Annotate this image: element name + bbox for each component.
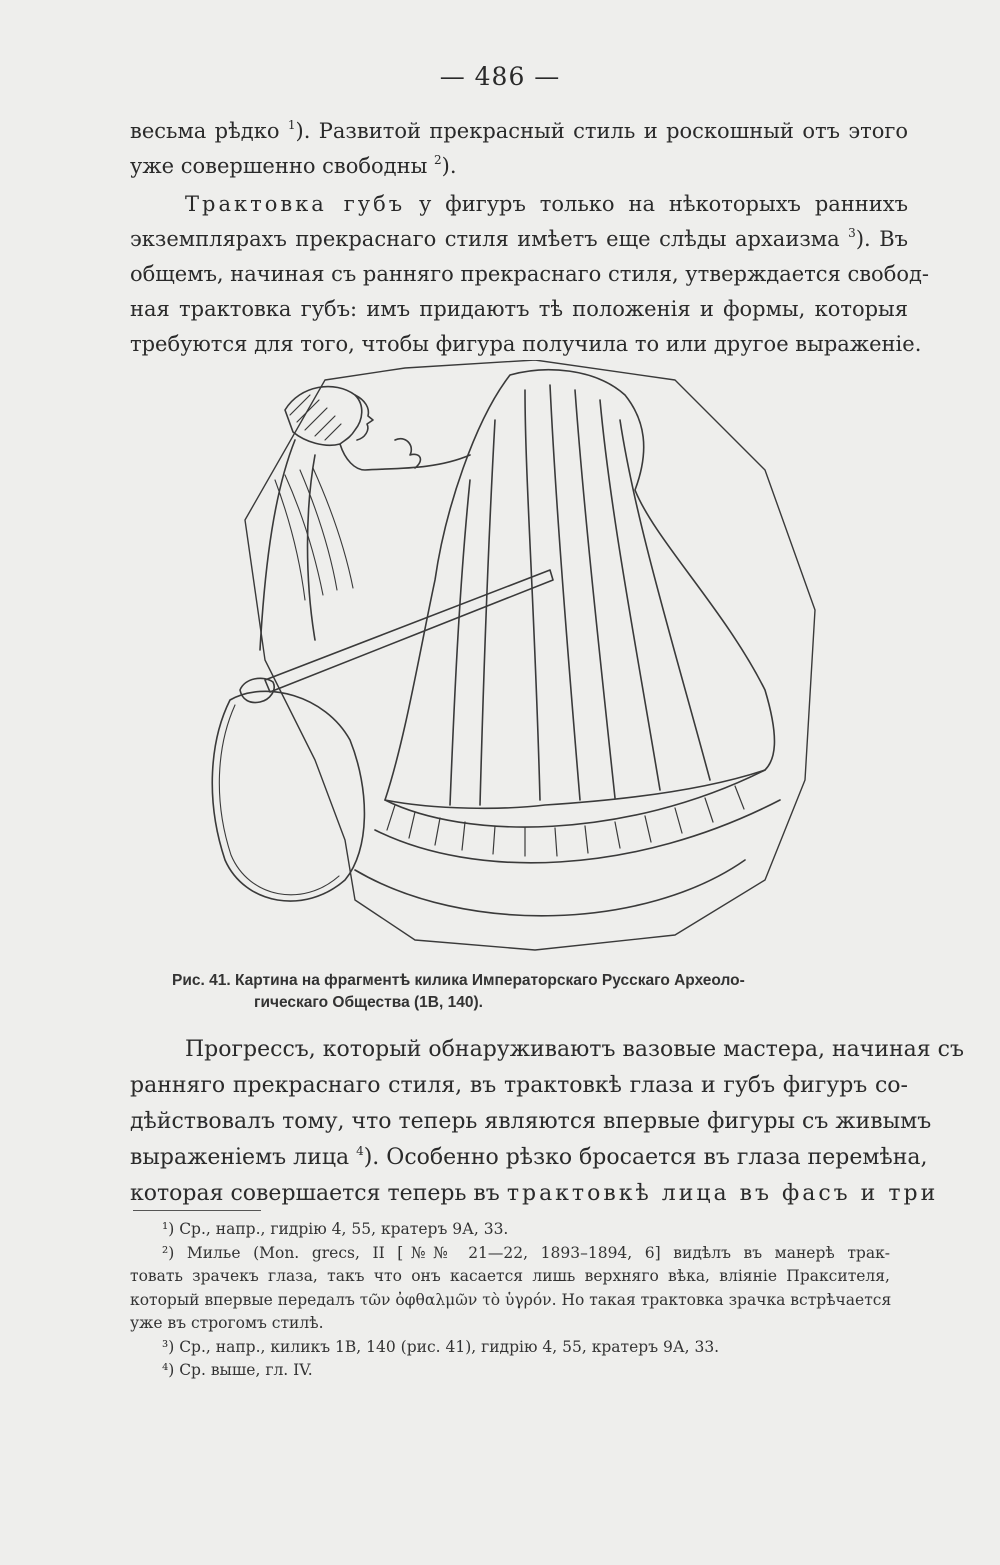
- figure-caption-line-2: гическаго Общества (1В, 140).: [254, 994, 483, 1011]
- paragraph-1-line-2: уже совершенно свободны $^2$).: [130, 153, 457, 178]
- footnote-2-line-3: который впервые передалъ τῶν ὀφθαλμῶν τὸ ὑγρόν. Но такая трактовка зрачка встрѣчается: [130, 1290, 892, 1309]
- drapery-fold: [575, 390, 615, 798]
- page-number: — 486 —: [439, 62, 561, 91]
- leaning-figure-body: [340, 444, 470, 470]
- paragraph-3-line-3: дѣйствовалъ тому, что теперь являются впервые фигуры съ живымъ: [130, 1109, 932, 1134]
- footnote-ref-3: 3: [848, 226, 856, 240]
- footnote-2-line-1: ²) Милье (Mon. grecs, II [№№ 21—22, 1893–1894, 6] видѣлъ въ манерѣ трак-: [162, 1243, 890, 1262]
- shield: [212, 691, 364, 901]
- paragraph-1: [130, 114, 908, 184]
- footnotes: [130, 1218, 890, 1383]
- footnote-3: ³) Ср., напр., киликъ 1В, 140 (рис. 41), гидрію 4, 55, кратеръ 9А, 33.: [162, 1337, 720, 1356]
- paragraph-3-line-5: которая совершается теперь въ трактовкѣ лица въ фасъ и три: [130, 1181, 939, 1206]
- lower-hem: [355, 860, 745, 916]
- draped-figure-outline: [385, 370, 774, 809]
- figure-caption: [172, 970, 872, 1014]
- shield-rim: [219, 705, 339, 895]
- sleeve-fold: [275, 468, 353, 600]
- paragraph-2-line-3: общемъ, начиная съ ранняго прекраснаго стиля, утверждается свобод-: [130, 262, 930, 286]
- hem-band: [375, 800, 780, 863]
- footnote-ref-1: 1: [287, 118, 296, 132]
- footnote-divider: [133, 1210, 261, 1211]
- paragraph-3-line-1: Прогрессъ, который обнаруживаютъ вазовые мастера, начиная съ: [185, 1037, 964, 1062]
- drapery-fold: [450, 480, 470, 805]
- kylix-fragment-drawing: [205, 360, 825, 960]
- drapery-fold: [550, 385, 580, 800]
- hair-hatching: [290, 395, 341, 440]
- leaning-figure-body: [260, 440, 295, 650]
- drapery-fold: [620, 420, 710, 780]
- footnote-2-line-2: товать зрачекъ глаза, такъ что онъ касается лишь верхняго вѣка, вліяніе Праксителя,: [130, 1267, 890, 1285]
- paragraph-3-line-2: ранняго прекраснаго стиля, въ трактовкѣ глаза и губъ фигуръ со-: [130, 1073, 908, 1098]
- drapery-fold: [525, 390, 540, 800]
- hem-band: [385, 770, 765, 827]
- hem-hatching: [387, 786, 744, 856]
- paragraph-2-line-2: экземплярахъ прекраснаго стиля имѣетъ еще слѣды архаизма $^3$). Въ: [130, 226, 908, 251]
- face-profile: [355, 395, 373, 440]
- paragraph-2-line-1: Трактовка губъ у фигуръ только на нѣкоторыхъ раннихъ: [185, 192, 908, 216]
- drapery-fold: [480, 420, 495, 805]
- paragraph-2-line-4: ная трактовка губъ: имъ придаютъ тѣ положенія и формы, которыя: [130, 297, 908, 321]
- paragraph-1-line-1: весьма рѣдко $^1$). Развитой прекрасный стиль и роскошный отъ этого: [130, 118, 908, 143]
- footnote-2-line-4: уже въ строгомъ стилѣ.: [130, 1314, 324, 1332]
- paragraph-3: [130, 1032, 964, 1212]
- hand-reaching: [395, 439, 420, 468]
- footnote-ref-4: 4: [356, 1144, 364, 1158]
- figure-caption-line-1: Рис. 41. Картина на фрагментѣ килика Императорскаго Русскаго Археоло-: [172, 972, 745, 989]
- footnote-1: ¹) Ср., напр., гидрію 4, 55, кратеръ 9А, 33.: [162, 1220, 509, 1238]
- figure-head: [285, 387, 362, 446]
- paragraph-2-line-5: требуются для того, чтобы фигура получила то или другое выраженіе.: [130, 332, 922, 356]
- drapery-fold: [600, 400, 660, 790]
- paragraph-3-line-4: выраженіемъ лица $^4$). Особенно рѣзко бросается въ глаза перемѣна,: [130, 1144, 928, 1170]
- footnote-4: ⁴) Ср. выше, гл. IV.: [162, 1361, 313, 1379]
- footnote-ref-2: 2: [433, 153, 442, 167]
- paragraph-2: [130, 187, 930, 362]
